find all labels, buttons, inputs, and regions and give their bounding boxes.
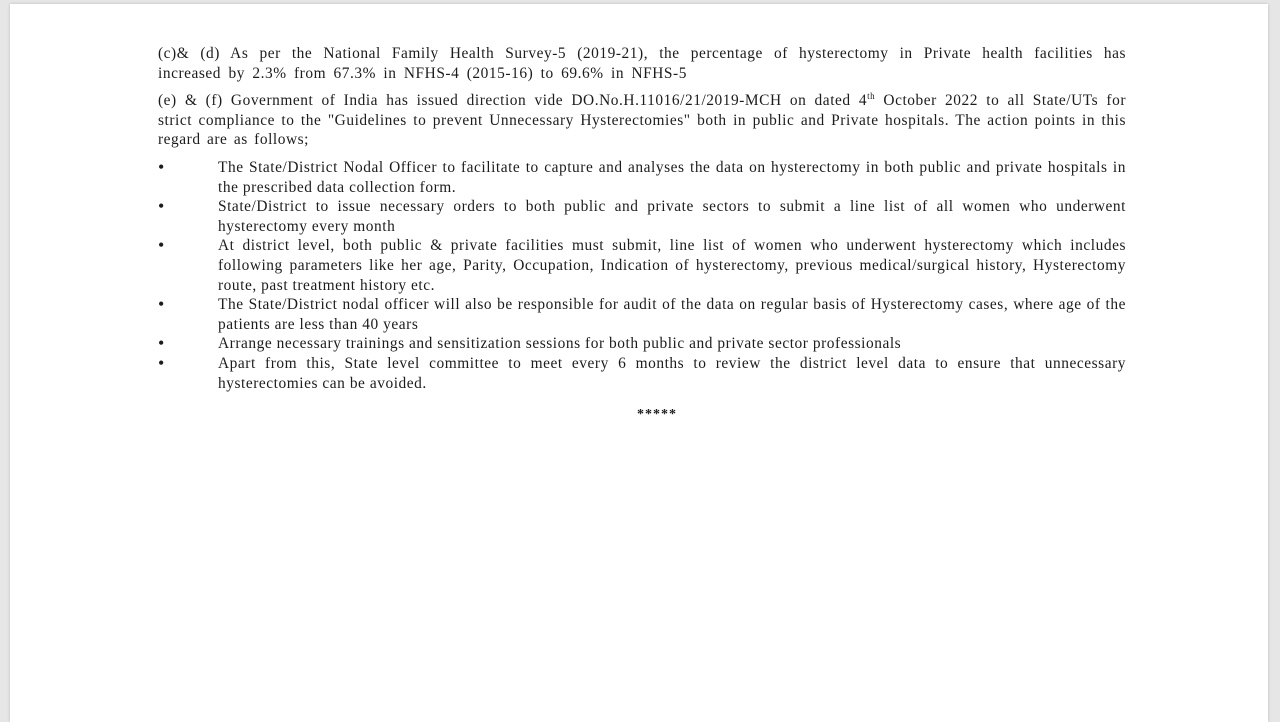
ordinal-suffix: th xyxy=(867,91,876,102)
bullet-icon: • xyxy=(158,196,165,217)
paragraph-text-part: October 2022 to all State/UTs for strict compliance to the "Guidelines to prevent Unnecessary Hysterectomies" both in public and Private hospitals. The action points in this regard are as follows; xyxy=(158,92,1127,149)
action-points-list xyxy=(158,158,1126,393)
list-item-text: State/District to issue necessary orders to both public and private sectors to submit a line list of all women who underwent hysterectomy every month xyxy=(218,198,1126,235)
paragraph-government-direction xyxy=(158,91,1126,150)
list-item xyxy=(158,236,1126,295)
bullet-icon: • xyxy=(158,333,165,354)
list-item-text: Apart from this, State level committee to meet every 6 months to review the district level data to ensure that unnecessary hysterectomies can be avoided. xyxy=(218,354,1126,392)
list-item xyxy=(158,295,1126,334)
list-item-text: The State/District nodal officer will also be responsible for audit of the data on regular basis of Hysterectomy cases, where age of the patients are less than 40 years xyxy=(218,296,1126,333)
list-item xyxy=(158,158,1126,197)
bullet-icon: • xyxy=(158,294,165,315)
list-item xyxy=(158,354,1126,393)
bullet-icon: • xyxy=(158,156,165,177)
paragraph-text-part: (e) & (f) Government of India has issued direction vide DO.No.H.11016/21/2019-MCH on dated 4 xyxy=(158,92,868,110)
list-item-text: Arrange necessary trainings and sensitization sessions for both public and private sector professionals xyxy=(218,335,902,353)
end-of-document-mark: ***** xyxy=(637,407,677,423)
list-item xyxy=(158,334,1126,354)
bullet-icon: • xyxy=(158,235,165,256)
document-body xyxy=(158,44,1126,425)
document-page xyxy=(10,4,1268,722)
list-item-text: At district level, both public & private facilities must submit, line list of women who underwent hysterectomy which includes following parameters like her age, Parity, Occupation, Indication of hysterectomy, previous medical/surgical history, Hysterectomy route, past treatment history etc. xyxy=(218,237,1126,294)
list-item xyxy=(158,197,1126,236)
list-item-text: The State/District Nodal Officer to facilitate to capture and analyses the data on hysterectomy in both public and private hospitals in the prescribed data collection form. xyxy=(218,158,1126,196)
paragraph-nfhs-percentage: (c)& (d) As per the National Family Health Survey-5 (2019-21), the percentage of hysterectomy in Private health facilities has increased by 2.3% from 67.3% in NFHS-4 (2015-16) to 69.6% in NFHS-5 xyxy=(158,45,1126,82)
bullet-icon: • xyxy=(158,352,165,373)
